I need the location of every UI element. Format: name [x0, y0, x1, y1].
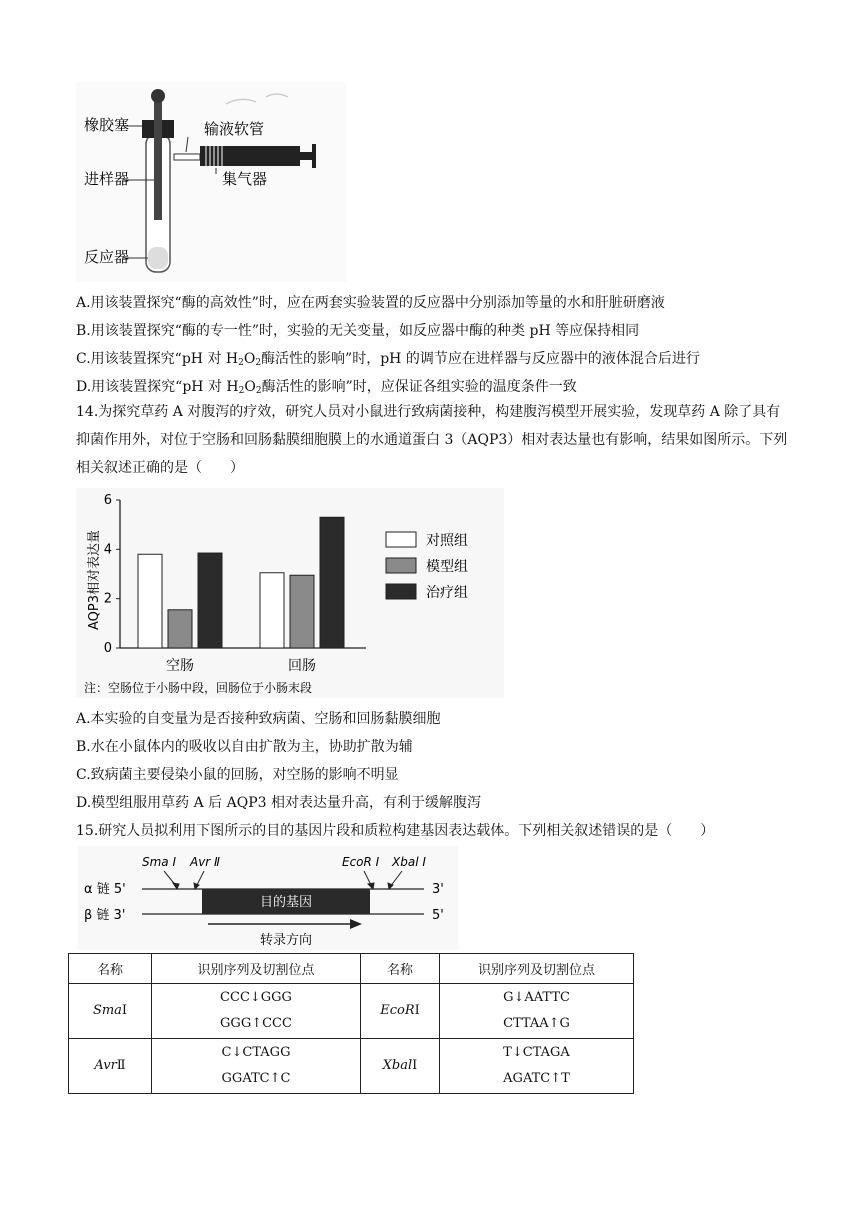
q14-stem: 14.为探究草药 A 对腹泻的疗效，研究人员对小鼠进行致病菌接种，构建腹泻模型开展实验，发现草药 A 除了具有抑菌作用外，对位于空肠和回肠黏膜细胞膜上的水通道蛋白 3（AQP3）相对表达量也有影响，结果如图所示。下列相关叙述正确的是（ ）: [76, 404, 788, 476]
q14-option-d: D.模型组服用草药 A 后 AQP3 相对表达量升高，有利于缓解腹泻: [76, 795, 482, 811]
legend-label: 模型组: [426, 559, 468, 575]
site-ecoRI: EcoR Ⅰ: [342, 855, 380, 869]
y-tick-label: 4: [103, 542, 112, 558]
y-tick-label: 6: [103, 493, 112, 508]
label-gas-collector: 集气器: [222, 170, 268, 188]
y-tick-label: 2: [103, 591, 112, 607]
enzyme-name: EcoRⅠ: [361, 984, 440, 1039]
label-infusion-tube: 输液软管: [204, 120, 265, 138]
injector: [154, 100, 162, 220]
q13-option-b: B.用该装置探究“酶的专一性”时，实验的无关变量，如反应器中酶的种类 pH 等应保持相同: [76, 323, 640, 339]
table-header: 名称: [69, 954, 152, 984]
bar: [290, 575, 314, 648]
table-row: [69, 984, 634, 1039]
q13-option-c: C.用该装置探究“pH 对 $H_2O_2$酶活性的影响”时，pH 的调节应在进样器与反应器中的液体混合后进行: [76, 351, 700, 368]
restriction-enzyme-table: [68, 953, 634, 1094]
label-rubber-stopper: 橡胶塞: [84, 116, 130, 134]
q14-option-c: C.致病菌主要侵染小鼠的回肠，对空肠的影响不明显: [76, 767, 399, 783]
table-row: [69, 1039, 634, 1094]
transcription-direction-label: 转录方向: [259, 933, 313, 948]
recognition-sequence: G↓AATTC CTTAA↑G: [440, 984, 634, 1039]
site-smaI: Sma Ⅰ: [142, 855, 177, 869]
q14-option-b: B.水在小鼠体内的吸收以自由扩散为主，协助扩散为辅: [76, 739, 413, 755]
legend-label: 对照组: [426, 533, 468, 549]
table-header: 识别序列及切割位点: [152, 954, 361, 984]
table-header-row: [69, 954, 634, 984]
recognition-sequence: CCC↓GGG GGG↑CCC: [152, 984, 361, 1039]
bar: [168, 610, 192, 648]
site-avrII: Avr Ⅱ: [190, 855, 220, 869]
legend-swatch: [386, 532, 416, 547]
enzyme-name: XbalⅠ: [361, 1039, 440, 1094]
table-header: 名称: [361, 954, 440, 984]
chart-note: 注：空肠位于小肠中段，回肠位于小肠末段: [84, 681, 313, 695]
category-label: 空肠: [166, 658, 194, 674]
gas-collector: [200, 146, 300, 166]
bar: [198, 553, 222, 648]
apparatus-figure: [76, 82, 346, 282]
recognition-sequence: C↓CTAGG GGATC↑C: [152, 1039, 361, 1094]
q13-option-d: D.用该装置探究“pH 对 $H_2O_2$酶活性的影响”时，应保证各组实验的温度条件一致: [76, 379, 577, 396]
y-tick-label: 0: [103, 641, 112, 656]
bar: [320, 517, 344, 648]
table-header: 识别序列及切割位点: [440, 954, 634, 984]
alpha-strand-label: α 链 5': [84, 882, 126, 897]
gene-fragment-diagram: [78, 846, 458, 950]
label-injector: 进样器: [84, 170, 130, 188]
beta-strand-label: β 链 3': [84, 908, 126, 923]
category-label: 回肠: [288, 658, 316, 674]
legend-swatch: [386, 558, 416, 573]
legend-label: 治疗组: [426, 585, 468, 601]
beta-strand-end: 5': [432, 908, 444, 923]
chart-y-label: AQP3相对表达量: [87, 529, 102, 631]
aqp3-bar-chart: [76, 488, 504, 698]
bar: [138, 554, 162, 648]
legend-swatch: [386, 584, 416, 599]
target-gene-label: 目的基因: [259, 895, 313, 910]
q15-stem: 15.研究人员拟利用下图所示的目的基因片段和质粒构建基因表达载体。下列相关叙述错误的是（ ）: [76, 823, 715, 839]
alpha-strand-end: 3': [432, 882, 444, 897]
enzyme-name: AvrⅡ: [69, 1039, 152, 1094]
site-xbalI: Xbal Ⅰ: [392, 855, 426, 869]
bar: [260, 573, 284, 648]
q13-option-a: A.用该装置探究“酶的高效性”时，应在两套实验装置的反应器中分别添加等量的水和肝脏研磨液: [76, 295, 665, 311]
recognition-sequence: T↓CTAGA AGATC↑T: [440, 1039, 634, 1094]
enzyme-name: SmaⅠ: [69, 984, 152, 1039]
label-reactor: 反应器: [84, 248, 130, 266]
q14-option-a: A.本实验的自变量为是否接种致病菌、空肠和回肠黏膜细胞: [76, 711, 441, 727]
